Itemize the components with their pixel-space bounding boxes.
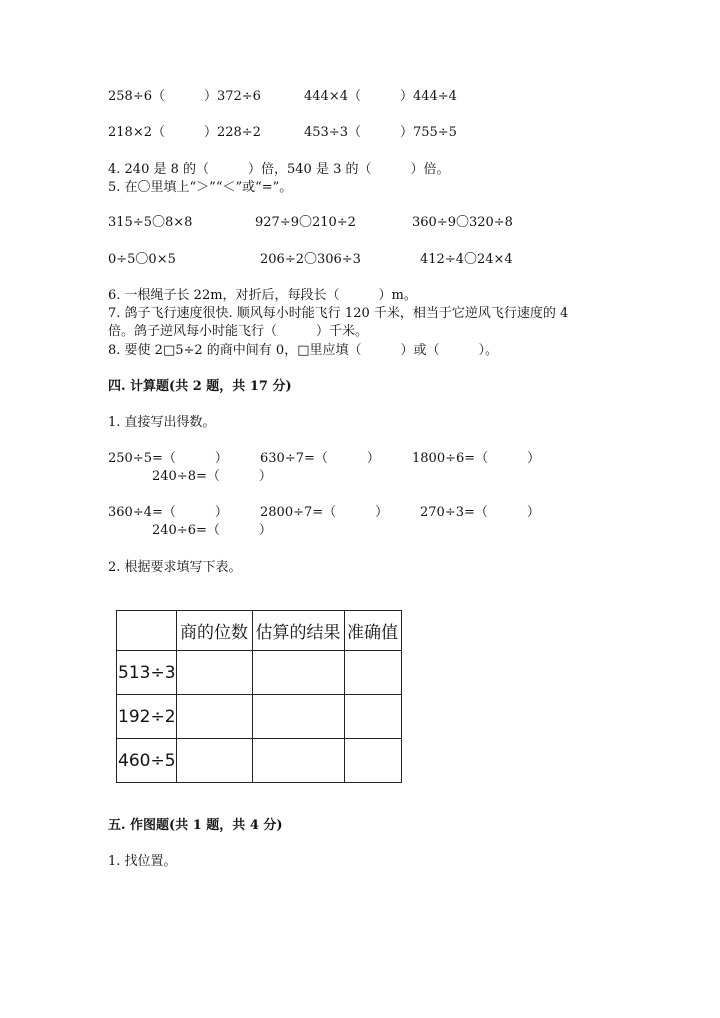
circle-compare-item: 315÷5〇8×8: [108, 215, 193, 230]
table-prompt: 2. 根据要求填写下表。: [108, 560, 242, 575]
question-8: 8. 要使 2□5÷2 的商中间有 0，□里应填（ ）或（ ）。: [108, 343, 498, 358]
compare-item: 258÷6（ ）372÷6: [108, 89, 261, 104]
question-6: 6. 一根绳子长 22m，对折后，每段长（ ）m。: [108, 288, 417, 303]
answer-cell[interactable]: [344, 739, 401, 783]
calc-item: 1800÷6=（ ）: [412, 451, 541, 466]
calc-item: 360÷4=（ ）: [108, 505, 228, 520]
table-row: [117, 695, 402, 739]
answer-cell[interactable]: [252, 651, 344, 695]
calc-item: 270÷3=（ ）: [420, 505, 540, 520]
table-row-label: 192÷2: [117, 695, 177, 739]
table-header-cell: 商的位数: [176, 611, 252, 651]
table-header-row: [117, 611, 402, 651]
circle-compare-item: 360÷9〇320÷8: [412, 215, 513, 230]
question-7-line1: 7. 鸽子飞行速度很快. 顺风每小时能飞行 120 千米，相当于它逆风飞行速度的 4: [108, 306, 569, 321]
section-5-title: 五. 作图题(共 1 题，共 4 分): [108, 818, 283, 833]
answer-cell[interactable]: [252, 739, 344, 783]
question-4: 4. 240 是 8 的（ ）倍，540 是 3 的（ ）倍。: [108, 162, 450, 177]
circle-compare-item: 412÷4〇24×4: [420, 252, 513, 267]
calc-item: 2800÷7=（ ）: [260, 505, 389, 520]
answer-cell[interactable]: [176, 695, 252, 739]
table-row-label: 460÷5: [117, 739, 177, 783]
answer-cell[interactable]: [176, 651, 252, 695]
drawing-prompt: 1. 找位置。: [108, 854, 177, 869]
answer-cell[interactable]: [344, 651, 401, 695]
table-row: [117, 739, 402, 783]
question-7-line2: 倍。鸽子逆风每小时能飞行（ ）千米。: [108, 324, 369, 339]
calc-item: 250÷5=（ ）: [108, 451, 228, 466]
calc-prompt: 1. 直接写出得数。: [108, 415, 216, 430]
calc-item: 240÷8=（ ）: [152, 469, 272, 484]
circle-compare-item: 927÷9〇210÷2: [255, 215, 356, 230]
answer-cell[interactable]: [252, 695, 344, 739]
question-5-prompt: 5. 在〇里填上“＞”“＜”或“=”。: [108, 180, 293, 195]
compare-item: 218×2（ ）228÷2: [108, 125, 261, 140]
section-4-title: 四. 计算题(共 2 题，共 17 分): [108, 379, 292, 394]
compare-item: 453÷3（ ）755÷5: [304, 125, 457, 140]
circle-compare-item: 206÷2〇306÷3: [260, 252, 361, 267]
table-header-cell: 准确值: [344, 611, 401, 651]
table-header-cell: 估算的结果: [252, 611, 344, 651]
compare-item: 444×4（ ）444÷4: [304, 89, 457, 104]
calc-item: 240÷6=（ ）: [152, 523, 272, 538]
estimate-table: [116, 610, 402, 783]
calc-item: 630÷7=（ ）: [260, 451, 380, 466]
circle-compare-item: 0÷5〇0×5: [108, 252, 176, 267]
table-row-label: 513÷3: [117, 651, 177, 695]
answer-cell[interactable]: [176, 739, 252, 783]
table-corner-cell: [117, 611, 177, 651]
table-row: [117, 651, 402, 695]
answer-cell[interactable]: [344, 695, 401, 739]
